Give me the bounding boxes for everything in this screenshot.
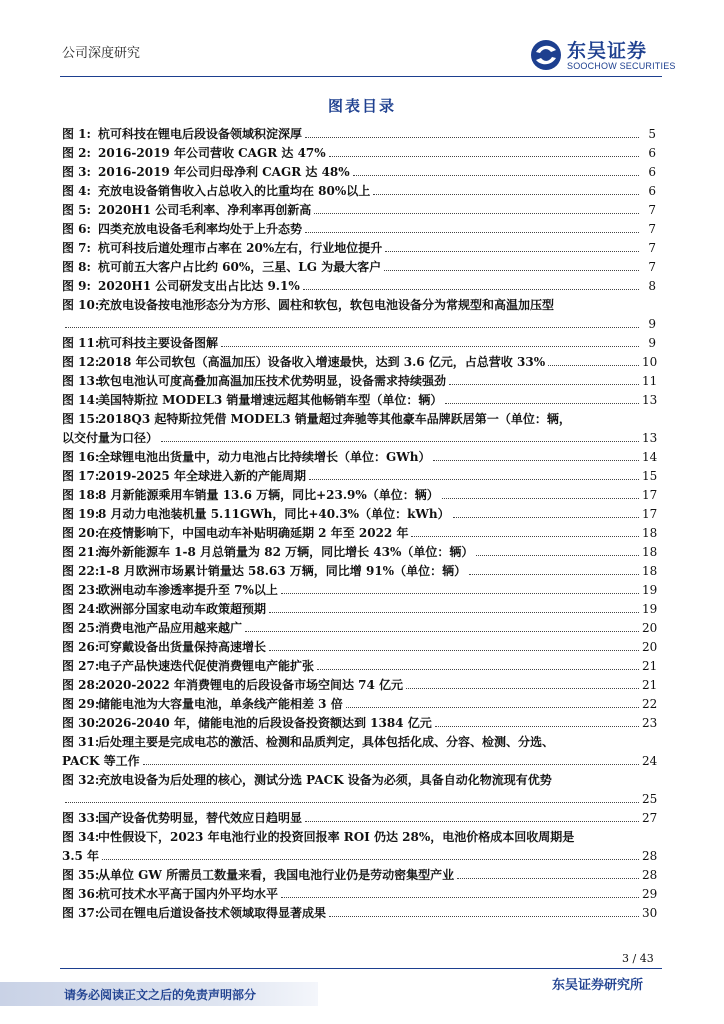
toc-leader-dots [353, 163, 639, 176]
toc-entry[interactable] [62, 619, 656, 638]
toc-entry[interactable] [62, 505, 656, 524]
toc-entry-label: 图 22: [62, 564, 100, 578]
toc-entry[interactable] [62, 467, 656, 486]
toc-leader-dots [433, 448, 639, 461]
toc-entry-page: 25 [642, 792, 658, 806]
toc-leader-dots [373, 182, 639, 195]
toc-leader-dots [453, 505, 639, 518]
page-title: 图表目录 [327, 97, 396, 115]
toc-entry-page: 13 [642, 393, 658, 407]
toc-entry-page: 13 [642, 431, 658, 445]
toc-entry-title: 从单位 GW 所需员工数量来看，我国电池行业仍是劳动密集型产业 [98, 868, 455, 882]
toc-entry-label: 图 29: [62, 697, 100, 711]
toc-entry-title: 2020-2022 年消费锂电的后段设备市场空间达 74 亿元 [98, 678, 404, 692]
toc-entry-title: 2019-2025 年全球进入新的产能周期 [98, 469, 306, 483]
logo-chinese-name: 东吴证券 [567, 40, 648, 62]
toc-entry[interactable] [62, 258, 656, 277]
toc-entry-title-continued: 3.5 年 [62, 849, 100, 863]
toc-entry-label: 图 23: [62, 583, 100, 597]
toc-leader-dots [411, 524, 639, 537]
toc-leader-dots [102, 847, 639, 860]
toc-leader-dots [221, 334, 639, 347]
toc-entry[interactable] [62, 581, 656, 600]
toc-leader-dots [161, 429, 639, 442]
toc-entry-continuation[interactable] [62, 790, 656, 809]
toc-entry-page: 17 [642, 488, 658, 502]
toc-entry[interactable] [62, 733, 656, 752]
toc-entry[interactable] [62, 771, 656, 790]
toc-entry[interactable] [62, 524, 656, 543]
toc-entry-page: 9 [648, 336, 656, 350]
toc-entry-label: 图 12: [62, 355, 100, 369]
toc-leader-dots [469, 562, 639, 575]
toc-leader-dots [406, 676, 639, 689]
toc-entry-page: 20 [642, 621, 658, 635]
toc-entry[interactable] [62, 904, 656, 923]
toc-leader-dots [435, 714, 639, 727]
toc-entry-title: 1-8 月欧洲市场累计销量达 58.63 万辆，同比增 91%（单位：辆） [98, 564, 467, 578]
toc-entry[interactable] [62, 866, 656, 885]
toc-entry-page: 21 [642, 678, 658, 692]
toc-entry-page: 6 [648, 165, 656, 179]
toc-entry-page: 5 [648, 127, 656, 141]
toc-entry-label: 图 31: [62, 735, 100, 749]
toc-entry-title: 2016-2019 年公司营收 CAGR 达 47% [98, 146, 326, 160]
toc-entry-title: 在疫情影响下，中国电动车补贴明确延期 2 年至 2022 年 [98, 526, 409, 540]
figure-list [62, 125, 656, 923]
toc-entry-page: 19 [642, 583, 658, 597]
toc-leader-dots [305, 125, 639, 138]
toc-entry-title: 8 月新能源乘用车销量 13.6 万辆，同比+23.9%（单位：辆） [98, 488, 439, 502]
toc-entry-title: 可穿戴设备出货量保持高速增长 [98, 640, 267, 654]
toc-entry-title: 2020H1 公司毛利率、净利率再创新高 [98, 203, 312, 217]
toc-leader-dots [309, 467, 639, 480]
toc-entry-label: 图 20: [62, 526, 100, 540]
toc-entry-page: 22 [642, 697, 658, 711]
toc-entry-label: 图 26: [62, 640, 100, 654]
toc-entry-page: 15 [642, 469, 658, 483]
toc-entry-label: 图 6: [62, 222, 91, 236]
toc-entry-page: 18 [642, 564, 658, 578]
toc-entry-label: 图 24: [62, 602, 100, 616]
toc-entry-title: 杭可技术水平高于国内外平均水平 [98, 887, 279, 901]
toc-leader-dots [303, 277, 639, 290]
soochow-logo-icon [529, 38, 563, 72]
toc-entry-label: 图 9: [62, 279, 91, 293]
toc-entry[interactable] [62, 809, 656, 828]
toc-entry[interactable] [62, 239, 656, 258]
toc-entry-title: 国产设备优势明显，替代效应日趋明显 [98, 811, 303, 825]
toc-leader-dots [305, 809, 639, 822]
toc-entry-title: 公司在锂电后道设备技术领域取得显著成果 [98, 906, 327, 920]
toc-entry-label: 图 21: [62, 545, 100, 559]
toc-leader-dots [65, 790, 639, 803]
toc-leader-dots [442, 486, 639, 499]
toc-entry-continuation[interactable] [62, 752, 656, 771]
toc-entry[interactable] [62, 657, 656, 676]
toc-entry-page: 7 [648, 203, 656, 217]
toc-entry[interactable] [62, 182, 656, 201]
toc-entry-label: 图 5: [62, 203, 91, 217]
toc-entry-continuation[interactable] [62, 315, 656, 334]
brand-logo [529, 38, 675, 72]
toc-leader-dots [269, 600, 639, 613]
toc-leader-dots [317, 657, 639, 670]
toc-entry[interactable] [62, 353, 656, 372]
toc-entry[interactable] [62, 448, 656, 467]
toc-leader-dots [385, 239, 639, 252]
toc-entry-page: 27 [642, 811, 658, 825]
toc-entry-page: 8 [648, 279, 656, 293]
toc-leader-dots [384, 258, 639, 271]
toc-entry-label: 图 4: [62, 184, 91, 198]
toc-entry-title: 2018 年公司软包（高温加压）设备收入增速最快，达到 3.6 亿元，占总营收 33% [98, 355, 546, 369]
toc-entry-title-continued: 以交付量为口径） [62, 431, 159, 445]
toc-entry-page: 24 [642, 754, 658, 768]
toc-entry-title: 杭可科技主要设备图解 [98, 336, 219, 350]
toc-entry-page: 14 [642, 450, 658, 464]
toc-entry-label: 图 15: [62, 412, 100, 426]
toc-entry-page: 9 [648, 317, 656, 331]
toc-leader-dots [476, 543, 639, 556]
toc-entry-title: 充放电设备按电池形态分为方形、圆柱和软包，软包电池设备分为常规型和高温加压型 [98, 298, 555, 312]
toc-entry-title: 电子产品快速迭代促使消费锂电产能扩张 [98, 659, 315, 673]
institute-name: 东吴证券研究所 [552, 978, 644, 993]
toc-entry-label: 图 33: [62, 811, 100, 825]
toc-leader-dots [281, 885, 639, 898]
toc-entry-title: 2026-2040 年，储能电池的后段设备投资额达到 1384 亿元 [98, 716, 432, 730]
toc-entry-title: 四类充放电设备毛利率均处于上升态势 [98, 222, 303, 236]
toc-entry[interactable] [62, 372, 656, 391]
toc-entry-continuation[interactable] [62, 429, 656, 448]
toc-entry-label: 图 3: [62, 165, 91, 179]
toc-entry-title: 杭可科技在锂电后段设备领域积淀深厚 [98, 127, 303, 141]
toc-entry-title: 海外新能源车 1-8 月总销量为 82 万辆，同比增长 43%（单位：辆） [98, 545, 474, 559]
toc-entry[interactable] [62, 714, 656, 733]
toc-entry-page: 7 [648, 260, 656, 274]
toc-entry[interactable] [62, 296, 656, 315]
page-number: 3 / 43 [622, 952, 654, 965]
toc-leader-dots [245, 619, 639, 632]
header-divider [60, 76, 662, 77]
toc-entry-page: 6 [648, 146, 656, 160]
toc-entry-label: 图 19: [62, 507, 100, 521]
toc-entry-title: 后处理主要是完成电芯的激活、检测和品质判定，具体包括化成、分容、检测、分选、 [98, 735, 555, 749]
toc-entry-label: 图 32: [62, 773, 100, 787]
toc-entry[interactable] [62, 201, 656, 220]
toc-entry-continuation[interactable] [62, 847, 656, 866]
toc-entry-page: 17 [642, 507, 658, 521]
toc-entry-label: 图 1: [62, 127, 91, 141]
toc-entry-label: 图 28: [62, 678, 100, 692]
toc-entry-page: 6 [648, 184, 656, 198]
toc-entry-page: 7 [648, 222, 656, 236]
toc-entry-page: 29 [642, 887, 658, 901]
toc-entry-page: 30 [642, 906, 658, 920]
toc-entry-title: 欧洲部分国家电动车政策超预期 [98, 602, 267, 616]
toc-leader-dots [305, 220, 639, 233]
toc-entry-page: 7 [648, 241, 656, 255]
toc-entry-title: 充放电设备为后处理的核心，测试分选 PACK 设备为必须，具备自动化物流现有优势 [98, 773, 552, 787]
toc-entry-title: 充放电设备销售收入占总收入的比重均在 80%以上 [98, 184, 371, 198]
section-label: 公司深度研究 [62, 46, 141, 61]
toc-entry-page: 28 [642, 868, 658, 882]
toc-entry-page: 20 [642, 640, 658, 654]
toc-entry-title: 消费电池产品应用越来越广 [98, 621, 243, 635]
toc-leader-dots [143, 752, 639, 765]
footer-divider [60, 968, 662, 969]
logo-english-name: SOOCHOW SECURITIES [567, 61, 676, 71]
toc-entry[interactable] [62, 695, 656, 714]
toc-entry-title: 美国特斯拉 MODEL3 销量增速远超其他畅销车型（单位：辆） [98, 393, 443, 407]
toc-entry-page: 19 [642, 602, 658, 616]
toc-entry-label: 图 17: [62, 469, 100, 483]
toc-entry-label: 图 7: [62, 241, 91, 255]
toc-entry[interactable] [62, 885, 656, 904]
toc-leader-dots [281, 581, 639, 594]
toc-entry-label: 图 18: [62, 488, 100, 502]
toc-entry-label: 图 36: [62, 887, 100, 901]
toc-entry[interactable] [62, 486, 656, 505]
toc-entry-label: 图 27: [62, 659, 100, 673]
toc-entry-label: 图 35: [62, 868, 100, 882]
toc-entry-label: 图 2: [62, 146, 91, 160]
toc-entry-page: 21 [642, 659, 658, 673]
toc-entry[interactable] [62, 163, 656, 182]
toc-entry-label: 图 37: [62, 906, 100, 920]
toc-entry[interactable] [62, 334, 656, 353]
toc-entry-page: 10 [642, 355, 658, 369]
toc-leader-dots [269, 638, 639, 651]
toc-leader-dots [314, 201, 639, 214]
toc-entry-title: 软包电池认可度高叠加高温加压技术优势明显，设备需求持续强劲 [98, 374, 447, 388]
toc-leader-dots [329, 904, 639, 917]
toc-entry-title: 8 月动力电池装机量 5.11GWh，同比+40.3%（单位：kWh） [98, 507, 450, 521]
toc-entry-page: 11 [642, 374, 658, 388]
toc-entry[interactable] [62, 828, 656, 847]
toc-leader-dots [548, 353, 639, 366]
toc-entry-label: 图 8: [62, 260, 91, 274]
toc-entry[interactable] [62, 220, 656, 239]
toc-entry-label: 图 30: [62, 716, 100, 730]
toc-entry-page: 28 [642, 849, 658, 863]
toc-entry[interactable] [62, 144, 656, 163]
toc-entry-title: 中性假设下，2023 年电池行业的投资回报率 ROI 仍达 28%，电池价格成本回收周期是 [98, 830, 575, 844]
toc-leader-dots [65, 315, 639, 328]
toc-entry-label: 图 10: [62, 298, 100, 312]
toc-entry-title-continued: PACK 等工作 [62, 754, 140, 768]
toc-entry-title: 全球锂电池出货量中，动力电池占比持续增长（单位：GWh） [98, 450, 431, 464]
toc-entry-title: 2016-2019 年公司归母净利 CAGR 达 48% [98, 165, 350, 179]
toc-entry[interactable] [62, 600, 656, 619]
toc-leader-dots [346, 695, 639, 708]
toc-entry-label: 图 34: [62, 830, 100, 844]
toc-entry-label: 图 11: [62, 336, 100, 350]
toc-entry-title: 2018Q3 起特斯拉凭借 MODEL3 销量超过奔驰等其他豪车品牌跃居第一（单位：辆， [98, 412, 571, 426]
toc-entry-page: 18 [642, 545, 658, 559]
toc-entry-title: 2020H1 公司研发支出占比达 9.1% [98, 279, 300, 293]
toc-entry[interactable] [62, 676, 656, 695]
toc-entry[interactable] [62, 638, 656, 657]
toc-entry[interactable] [62, 410, 656, 429]
toc-entry-title: 杭可科技后道处理市占率在 20%左右，行业地位提升 [98, 241, 383, 255]
toc-leader-dots [449, 372, 639, 385]
toc-entry-label: 图 14: [62, 393, 100, 407]
toc-entry-page: 23 [642, 716, 658, 730]
toc-entry-title: 欧洲电动车渗透率提升至 7%以上 [98, 583, 278, 597]
toc-entry[interactable] [62, 125, 656, 144]
toc-leader-dots [329, 144, 639, 157]
toc-leader-dots [457, 866, 639, 879]
toc-entry[interactable] [62, 543, 656, 562]
toc-entry-title: 储能电池为大容量电池，单条线产能相差 3 倍 [98, 697, 343, 711]
toc-entry[interactable] [62, 391, 656, 410]
disclaimer-note: 请务必阅读正文之后的免责声明部分 [64, 988, 257, 1002]
toc-entry[interactable] [62, 277, 656, 296]
toc-entry-label: 图 25: [62, 621, 100, 635]
toc-entry[interactable] [62, 562, 656, 581]
toc-entry-page: 18 [642, 526, 658, 540]
toc-entry-label: 图 13: [62, 374, 100, 388]
toc-entry-title: 杭可前五大客户占比约 60%，三星、LG 为最大客户 [98, 260, 382, 274]
toc-leader-dots [445, 391, 639, 404]
toc-entry-label: 图 16: [62, 450, 100, 464]
